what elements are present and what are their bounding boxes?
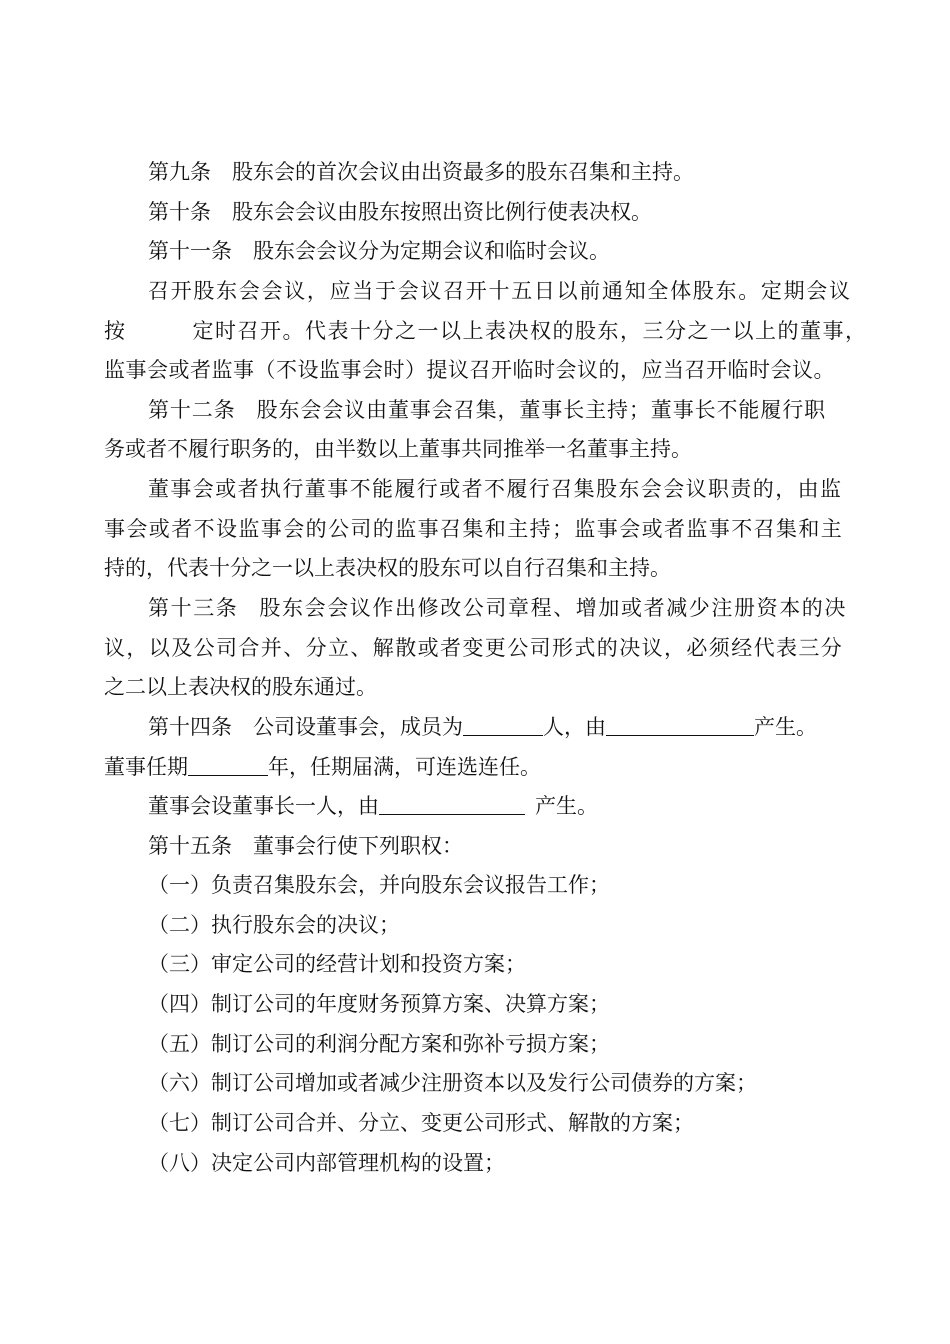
text-segment: 产生。 [535, 794, 598, 818]
list-item: （二）执行股东会的决议； [148, 913, 400, 937]
article-number: 第十三条 [148, 596, 239, 620]
article-text: 公司设董事会，成员为 [253, 715, 463, 739]
article-text: 产生。 [754, 715, 817, 739]
article-10 [148, 199, 652, 226]
article-15 [148, 833, 463, 860]
paragraph-line [104, 754, 541, 781]
article-text: 股东会会议作出修改公司章程、增加或者减少注册资本的决 [259, 596, 848, 620]
article-11 [148, 238, 610, 265]
paragraph-line: 监事会或者监事（不设监事会时）提议召开临时会议的，应当召开临时会议。 [104, 358, 835, 382]
list-item: （六）制订公司增加或者减少注册资本以及发行公司债券的方案； [148, 1071, 757, 1095]
text-segment: 董事任期 [104, 755, 188, 779]
article-number: 第十条 [148, 200, 211, 224]
article-text: 股东会会议由股东按照出资比例行使表决权。 [232, 200, 652, 224]
article-number: 第十五条 [148, 834, 232, 858]
article-number: 第十二条 [148, 398, 236, 422]
article-12 [148, 397, 826, 424]
paragraph-line: 召开股东会会议，应当于会议召开十五日以前通知全体股东。定期会议 [148, 279, 852, 303]
list-item: （五）制订公司的利润分配方案和弥补亏损方案； [148, 1032, 610, 1056]
text-segment: 董事会设董事长一人，由 [148, 794, 379, 818]
article-14 [148, 714, 817, 741]
article-number: 第十四条 [148, 715, 232, 739]
election-method-blank[interactable] [606, 715, 754, 736]
article-text: 股东会会议由董事会召集，董事长主持；董事长不能履行职 [256, 398, 827, 422]
paragraph-line [148, 793, 598, 820]
paragraph-line: 持的，代表十分之一以上表决权的股东可以自行召集和主持。 [104, 556, 671, 580]
article-text: 股东会的首次会议由出资最多的股东召集和主持。 [232, 160, 694, 184]
list-item: （七）制订公司合并、分立、变更公司形式、解散的方案； [148, 1111, 694, 1135]
article-number: 第九条 [148, 160, 211, 184]
member-count-blank[interactable] [463, 715, 543, 736]
list-item: （一）负责召集股东会，并向股东会议报告工作； [148, 873, 610, 897]
list-item: （四）制订公司的年度财务预算方案、决算方案； [148, 992, 610, 1016]
article-text: 股东会会议分为定期会议和临时会议。 [253, 239, 610, 263]
article-number: 第十一条 [148, 239, 232, 263]
term-years-blank[interactable] [188, 755, 268, 776]
paragraph-line: 务或者不履行职务的，由半数以上董事共同推举一名董事主持。 [104, 437, 692, 461]
paragraph-line [104, 318, 868, 345]
paragraph-line: 议，以及公司合并、分立、解散或者变更公司形式的决议，必须经代表三分 [104, 636, 844, 660]
text-segment: 定时召开。代表十分之一以上表决权的股东，三分之一以上的董事， [192, 319, 868, 343]
article-13 [148, 595, 847, 622]
list-item: （三）审定公司的经营计划和投资方案； [148, 952, 526, 976]
text-segment: 按 [104, 319, 127, 343]
article-text: 人，由 [543, 715, 606, 739]
paragraph-line: 事会或者不设监事会的公司的监事召集和主持；监事会或者监事不召集和主 [104, 517, 844, 541]
article-9 [148, 159, 694, 186]
chairman-election-blank[interactable] [379, 794, 525, 815]
text-segment: 年，任期届满，可连选连任。 [268, 755, 541, 779]
article-text: 董事会行使下列职权： [253, 834, 463, 858]
paragraph-line: 董事会或者执行董事不能履行或者不履行召集股东会会议职责的，由监 [148, 477, 843, 501]
list-item: （八）决定公司内部管理机构的设置； [148, 1151, 505, 1175]
paragraph-line: 之二以上表决权的股东通过。 [104, 675, 377, 699]
